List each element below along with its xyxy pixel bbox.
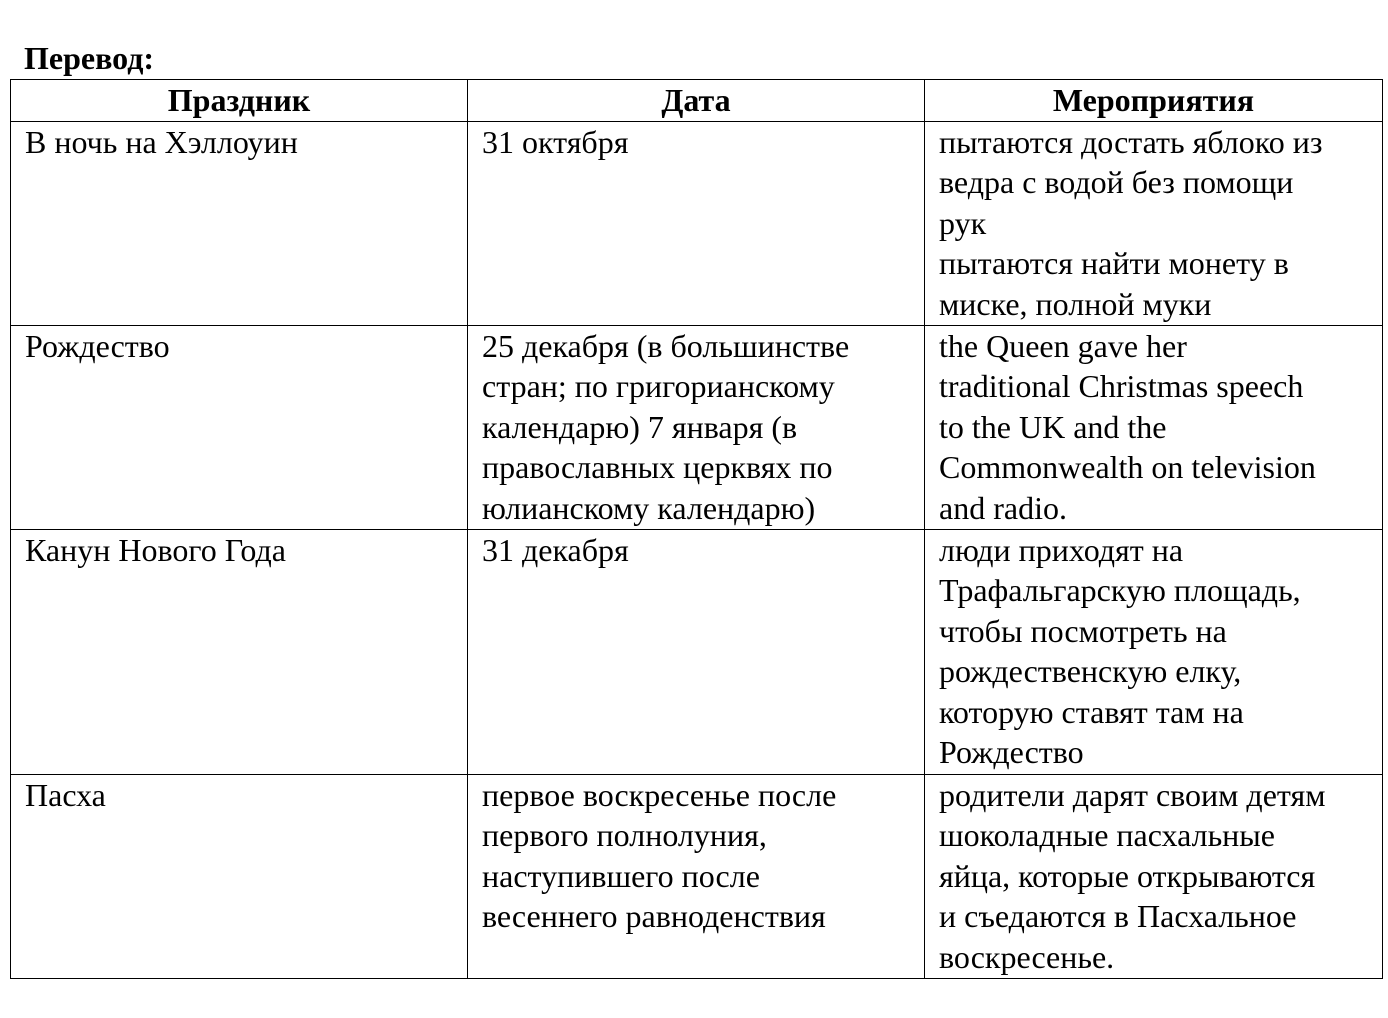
header-date: Дата bbox=[468, 80, 925, 122]
holiday-cell: Пасха bbox=[11, 774, 468, 978]
date-cell bbox=[468, 121, 925, 325]
events-line: родители дарят своим детям bbox=[939, 776, 1326, 813]
events-cell bbox=[925, 529, 1383, 774]
header-events: Мероприятия bbox=[925, 80, 1383, 122]
date-line: юлианскому календарю) bbox=[482, 489, 816, 526]
date-line: стран; по григорианскому bbox=[482, 368, 835, 404]
holiday-cell: Канун Нового Года bbox=[11, 529, 468, 774]
events-line: воскресенье. bbox=[939, 938, 1115, 975]
events-line: ведра с водой без помощи bbox=[939, 164, 1294, 200]
date-line: 31 октября bbox=[482, 123, 629, 160]
events-line: рук bbox=[939, 204, 987, 241]
date-line: первого полнолуния, bbox=[482, 817, 767, 853]
date-line: 31 декабря bbox=[482, 531, 629, 568]
events-cell bbox=[925, 774, 1383, 978]
events-line: traditional Christmas speech bbox=[939, 368, 1304, 404]
events-line: рождественскую елку, bbox=[939, 653, 1242, 689]
date-line: 25 декабря (в большинстве bbox=[482, 327, 850, 364]
table-row bbox=[11, 529, 1383, 774]
events-cell bbox=[925, 121, 1383, 325]
translation-table bbox=[10, 79, 1383, 979]
events-line: Commonwealth on television bbox=[939, 449, 1316, 485]
date-line: весеннего равноденствия bbox=[482, 898, 826, 934]
table-header-row bbox=[11, 80, 1383, 122]
date-cell bbox=[468, 774, 925, 978]
events-line: чтобы посмотреть на bbox=[939, 612, 1227, 649]
events-line: the Queen gave her bbox=[939, 327, 1187, 364]
events-line: и съедаются в Пасхальное bbox=[939, 898, 1297, 934]
header-holiday: Праздник bbox=[11, 80, 468, 122]
date-line: первое воскресенье после bbox=[482, 776, 837, 813]
date-line: календарю) 7 января (в bbox=[482, 408, 798, 445]
table-row bbox=[11, 774, 1383, 978]
events-line: пытаются достать яблоко из bbox=[939, 123, 1323, 160]
date-cell bbox=[468, 325, 925, 529]
events-line: Трафальгарскую площадь, bbox=[939, 572, 1301, 608]
date-line: наступившего после bbox=[482, 857, 760, 894]
date-cell bbox=[468, 529, 925, 774]
date-line: православных церквях по bbox=[482, 449, 833, 485]
events-line: to the UK and the bbox=[939, 408, 1167, 445]
events-line: пытаются найти монету в bbox=[939, 245, 1289, 281]
table-row bbox=[11, 325, 1383, 529]
events-line: шоколадные пасхальные bbox=[939, 817, 1275, 853]
events-line: миске, полной муки bbox=[939, 285, 1212, 322]
holiday-cell: В ночь на Хэллоуин bbox=[11, 121, 468, 325]
table-row bbox=[11, 121, 1383, 325]
events-line: Рождество bbox=[939, 734, 1084, 770]
events-line: которую ставят там на bbox=[939, 693, 1244, 730]
holiday-cell: Рождество bbox=[11, 325, 468, 529]
events-line: and radio. bbox=[939, 489, 1067, 526]
events-cell bbox=[925, 325, 1383, 529]
document-heading: Перевод: bbox=[24, 40, 155, 76]
events-line: люди приходят на bbox=[939, 531, 1184, 568]
events-line: яйца, которые открываются bbox=[939, 857, 1316, 894]
